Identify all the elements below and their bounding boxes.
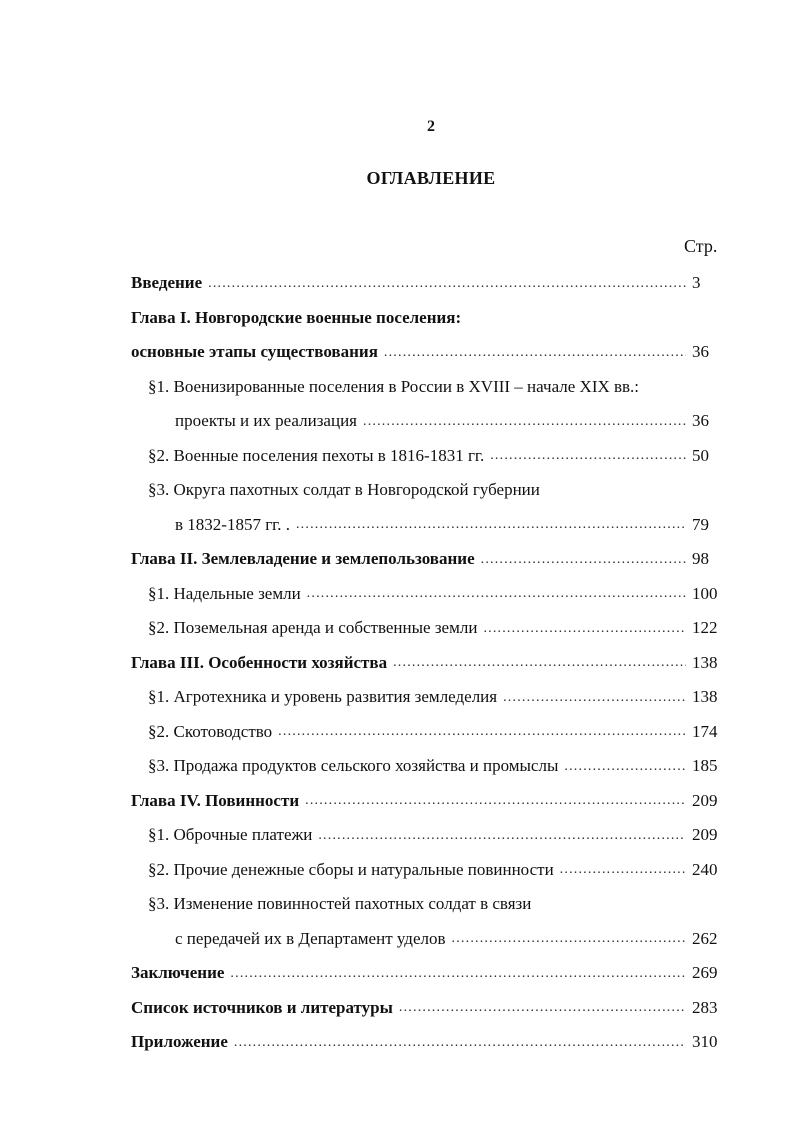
toc-entry-text: §2. Прочие денежные сборы и натуральные повинности [148,859,554,879]
toc-entry-ch1-s1-line-1[interactable] [131,370,726,405]
toc-entry-ch1-s3-line-1[interactable] [131,473,726,508]
toc-entry-page: 240 [692,859,718,879]
toc-entry-page: 79 [692,514,709,534]
toc-entry-ch3-s3[interactable] [131,749,726,784]
toc-entry-page: 138 [692,652,718,672]
toc-entry-chapter-4[interactable] [131,784,726,819]
toc-entry-text: §1. Оброчные платежи [148,825,313,845]
toc-entry-text: Глава III. Особенности хозяйства [131,652,388,672]
toc-entry-page: 283 [692,997,718,1017]
toc-entry-ch1-s2[interactable] [131,439,726,474]
toc-entry-page: 209 [692,790,718,810]
toc-entry-text: в 1832-1857 гг. . [175,514,290,534]
toc-entry-ch4-s2[interactable] [131,853,726,888]
toc-entry-page: 122 [692,618,718,638]
toc-entry-text: §2. Скотоводство [148,721,273,741]
dot-leader [490,446,686,465]
table-of-contents [131,266,726,1060]
dot-leader [452,929,686,948]
toc-entry-text: §3. Округа пахотных солдат в Новгородской губернии [148,480,540,500]
toc-entry-page: 3 [692,273,701,293]
toc-entry-text: §2. Поземельная аренда и собственные земли [148,618,478,638]
toc-entry-page: 262 [692,928,718,948]
dot-leader [278,722,686,741]
toc-entry-introduction[interactable] [131,266,726,301]
dot-leader [318,826,686,845]
dot-leader [230,964,686,983]
dot-leader [384,343,686,362]
toc-entry-text: §3. Продажа продуктов сельского хозяйства и промыслы [148,756,559,776]
toc-entry-text: §1. Надельные земли [148,583,301,603]
toc-entry-page: 36 [692,411,709,431]
toc-entry-ch1-s1[interactable] [131,404,726,439]
toc-entry-text: Глава II. Землевладение и землепользование [131,549,475,569]
dot-leader [560,860,686,879]
toc-entry-text: §1. Военизированные поселения в России в XVIII – начале XIX вв.: [148,376,640,396]
toc-entry-text: Глава I. Новгородские военные поселения: [131,307,462,327]
dot-leader [363,412,686,431]
dot-leader [483,619,686,638]
toc-entry-ch3-s2[interactable] [131,715,726,750]
toc-entry-ch2-s2[interactable] [131,611,726,646]
toc-entry-text: §1. Агротехника и уровень развития земледелия [148,687,498,707]
toc-entry-text: Глава IV. Повинности [131,790,300,810]
toc-entry-ch2-s1[interactable] [131,577,726,612]
toc-entry-page: 310 [692,1032,718,1052]
toc-entry-text: Введение [131,273,203,293]
toc-entry-page: 209 [692,825,718,845]
toc-entry-text: Приложение [131,1032,228,1052]
dot-leader [393,653,686,672]
pages-column-header: Стр. [684,236,718,256]
toc-entry-text: Заключение [131,963,225,983]
toc-entry-ch1-s3[interactable] [131,508,726,543]
toc-entry-ch4-s3[interactable] [131,922,726,957]
dot-leader [234,1033,686,1052]
toc-entry-chapter-1[interactable] [131,335,726,370]
toc-entry-text: с передачей их в Департамент уделов [175,928,446,948]
toc-entry-page: 98 [692,549,709,569]
toc-entry-ch3-s1[interactable] [131,680,726,715]
toc-entry-ch4-s3-line-1[interactable] [131,887,726,922]
toc-entry-text: основные этапы существования [131,342,378,362]
toc-entry-page: 36 [692,342,709,362]
page-number: 2 [427,118,435,135]
dot-leader [307,584,686,603]
dot-leader [399,998,686,1017]
toc-entry-ch4-s1[interactable] [131,818,726,853]
toc-entry-chapter-1-line-1[interactable] [131,301,726,336]
toc-entry-page: 50 [692,445,709,465]
toc-entry-conclusion[interactable] [131,956,726,991]
dot-leader [208,274,686,293]
dot-leader [481,550,686,569]
dot-leader [305,791,686,810]
toc-entry-text: §3. Изменение повинностей пахотных солдат в связи [148,894,532,914]
toc-entry-bibliography[interactable] [131,991,726,1026]
dot-leader [296,515,686,534]
toc-entry-page: 185 [692,756,718,776]
toc-entry-chapter-2[interactable] [131,542,726,577]
toc-entry-appendix[interactable] [131,1025,726,1060]
toc-entry-text: §2. Военные поселения пехоты в 1816-1831 гг. [148,445,485,465]
toc-entry-chapter-3[interactable] [131,646,726,681]
page-title: ОГЛАВЛЕНИЕ [366,168,496,188]
toc-entry-page: 100 [692,583,718,603]
toc-entry-text: проекты и их реализация [175,411,357,431]
toc-entry-text: Список источников и литературы [131,997,393,1017]
toc-entry-page: 269 [692,963,718,983]
dot-leader [503,688,686,707]
toc-entry-page: 138 [692,687,718,707]
dot-leader [564,757,686,776]
toc-entry-page: 174 [692,721,718,741]
